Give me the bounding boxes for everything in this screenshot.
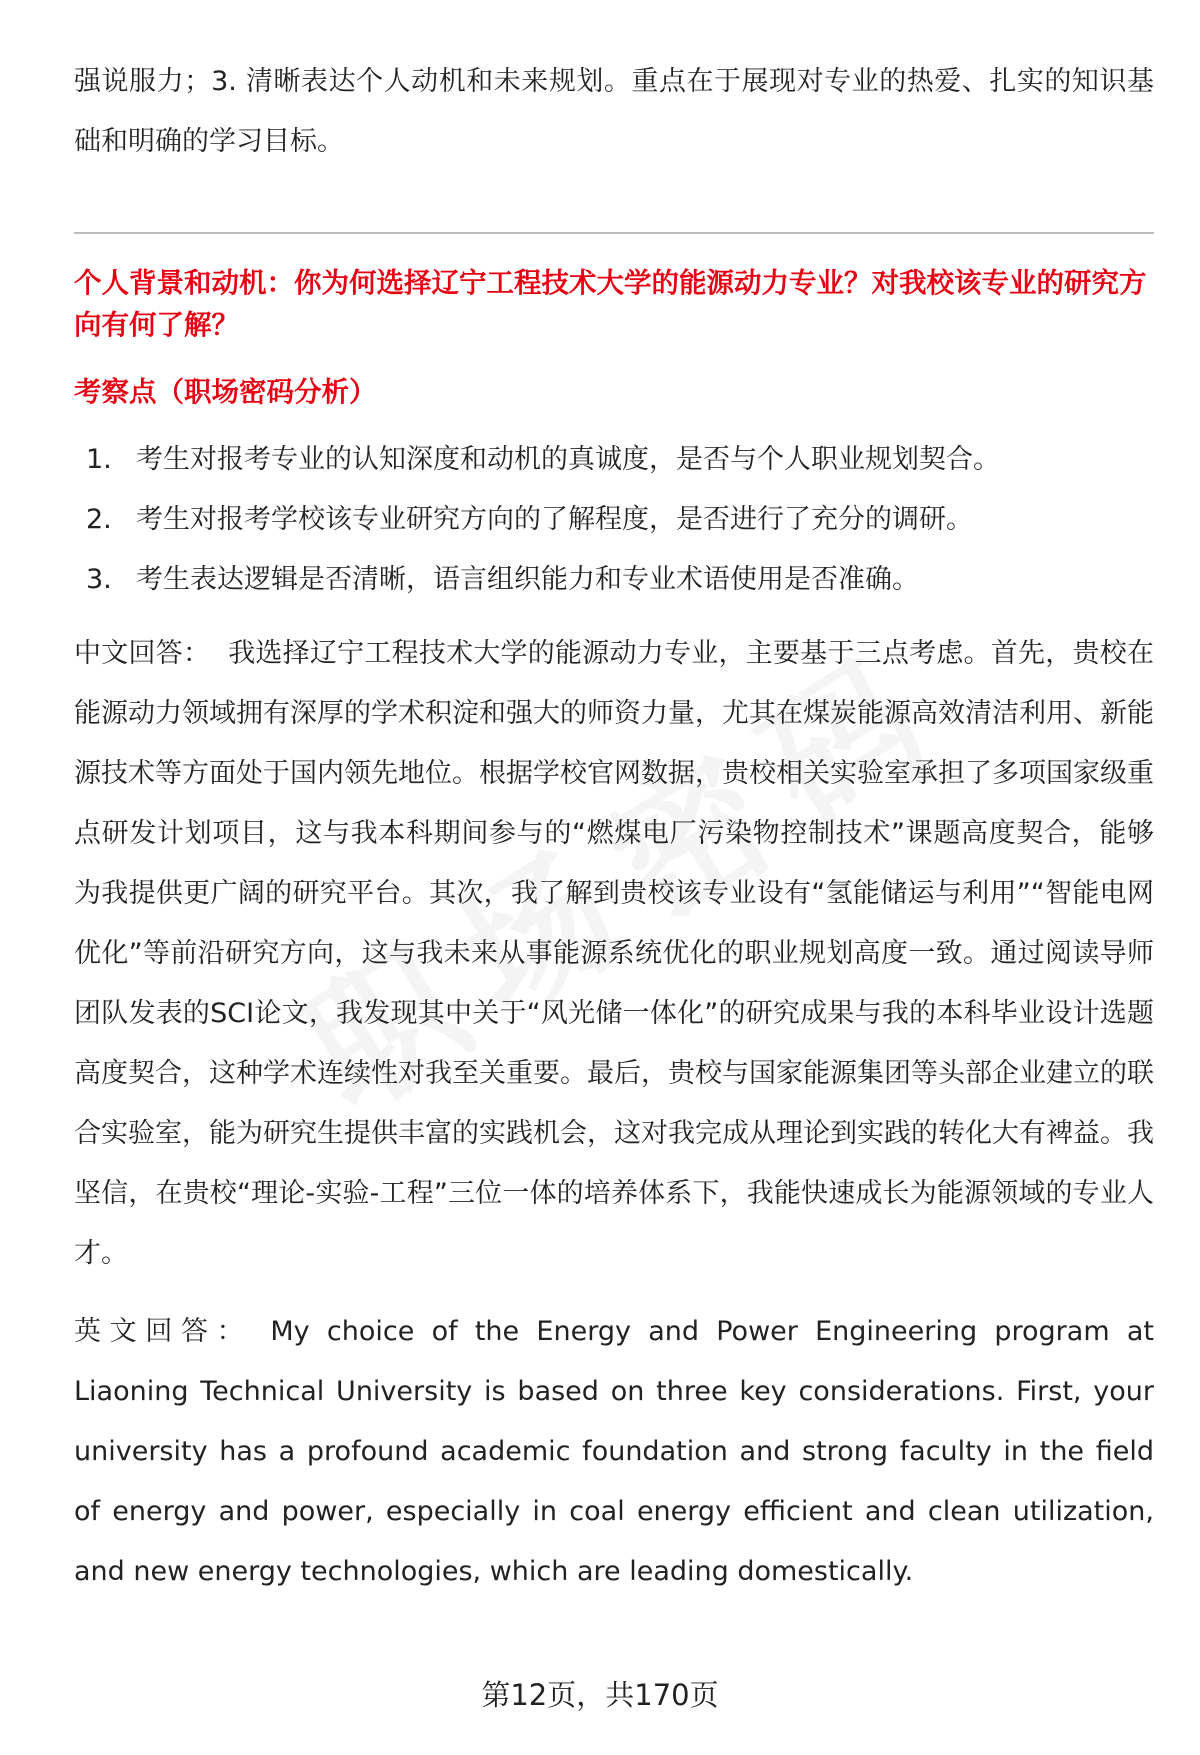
focus-heading: 考察点（职场密码分析）: [74, 376, 377, 408]
english-answer-text: My choice of the Energy and Power Engineering program at Liaoning Technical University is based on three key considerations. First, your university has a profound academic foundation and strong faculty in the field of energy and power, especially in coal energy efficient and clean utilization, and new energy technologies, which are leading domestically.: [74, 1316, 1155, 1587]
focus-list: [74, 430, 1154, 610]
chinese-answer-text: 我选择辽宁工程技术大学的能源动力专业，主要基于三点考虑。首先，贵校在能源动力领域拥有深厚的学术积淀和强大的师资力量，尤其在煤炭能源高效清洁利用、新能源技术等方面处于国内领先地位。根据学校官网数据，贵校相关实验室承担了多项国家级重点研发计划项目，这与我本科期间参与的“燃煤电厂污染物控制技术”课题高度契合，能够为我提供更广阔的研究平台。其次，我了解到贵校该专业设有“氢能储运与利用”“智能电网优化”等前沿研究方向，这与我未来从事能源系统优化的职业规划高度一致。通过阅读导师团队发表的SCI论文，我发现其中关于“风光储一体化”的研究成果与我的本科毕业设计选题高度契合，这种学术连续性对我至关重要。最后，贵校与国家能源集团等头部企业建立的联合实验室，能为研究生提供丰富的实践机会，这对我完成从理论到实践的转化大有裨益。我坚信，在贵校“理论-实验-工程”三位一体的培养体系下，我能快速成长为能源领域的专业人才。: [74, 638, 1155, 1269]
list-text: 考生对报考学校该专业研究方向的了解程度，是否进行了充分的调研。: [136, 504, 973, 535]
english-answer-label: 英文回答：: [74, 1316, 253, 1347]
list-text: 考生对报考专业的认知深度和动机的真诚度，是否与个人职业规划契合。: [136, 444, 1000, 475]
list-item: [74, 490, 1154, 550]
list-number: 1.: [86, 444, 112, 475]
english-answer: [74, 1302, 1154, 1602]
page-number: 第12页，共170页: [481, 1678, 719, 1712]
question-heading: 个人背景和动机：你为何选择辽宁工程技术大学的能源动力专业？对我校该专业的研究方向有何了解？: [74, 267, 1147, 341]
list-number: 3.: [86, 564, 112, 595]
document-page: [74, 52, 1154, 1602]
list-number: 2.: [86, 504, 112, 535]
list-item: [74, 430, 1154, 490]
chinese-answer-label: 中文回答：: [74, 638, 211, 669]
intro-paragraph: 强说服力；3. 清晰表达个人动机和未来规划。重点在于展现对专业的热爱、扎实的知识基础和明确的学习目标。: [74, 66, 1154, 157]
list-text: 考生表达逻辑是否清晰，语言组织能力和专业术语使用是否准确。: [136, 564, 919, 595]
section-divider: [74, 232, 1154, 234]
chinese-answer: [74, 624, 1154, 1284]
list-item: [74, 550, 1154, 610]
